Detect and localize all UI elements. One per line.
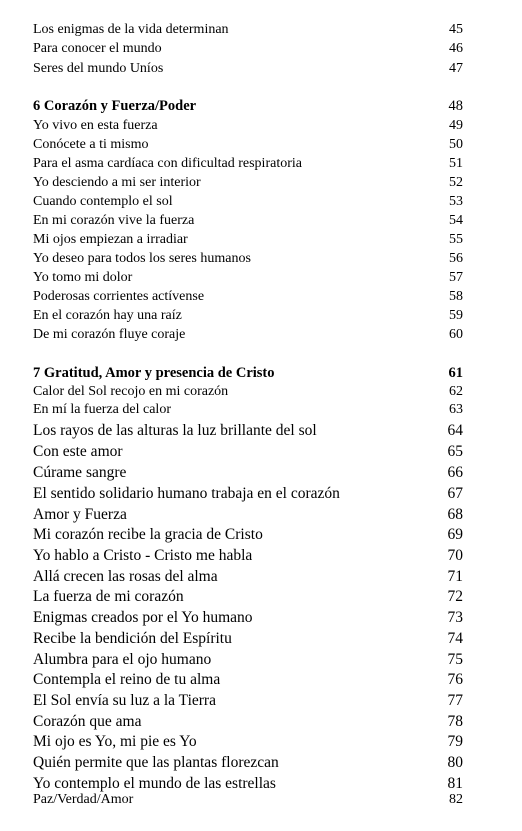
toc-entry xyxy=(33,465,463,481)
toc-entry-title: Yo contemplo el mundo de las estrellas xyxy=(33,775,276,792)
toc-entry-page: 57 xyxy=(449,270,463,285)
toc-entry-title: Enigmas creados por el Yo humano xyxy=(33,609,253,626)
toc-entry-page: 50 xyxy=(449,137,463,152)
toc-entry-title: Los rayos de las alturas la luz brillante del sol xyxy=(33,422,317,439)
toc-entry-title: Mi ojos empiezan a irradiar xyxy=(33,232,188,247)
toc-entry xyxy=(33,652,463,668)
toc-entry-title: Yo desciendo a mi ser interior xyxy=(33,175,201,190)
chapter-heading-page: 61 xyxy=(448,365,463,381)
toc-entry xyxy=(33,252,463,266)
toc-entry xyxy=(33,403,463,417)
toc-entry xyxy=(33,290,463,304)
toc-entry-title: Con este amor xyxy=(33,443,123,460)
toc-entry xyxy=(33,214,463,228)
toc-entry-title: Cuando contemplo el sol xyxy=(33,194,173,209)
toc-entry-title: Para conocer el mundo xyxy=(33,41,162,56)
toc-entry-page: 54 xyxy=(449,213,463,228)
toc-entry-page: 78 xyxy=(447,713,463,730)
toc-entry-title: Yo hablo a Cristo - Cristo me habla xyxy=(33,547,253,564)
toc-entry xyxy=(33,62,463,76)
toc-entry-title: De mi corazón fluye coraje xyxy=(33,327,186,342)
toc-entry xyxy=(33,507,463,523)
toc-entry-title: Contempla el reino de tu alma xyxy=(33,671,221,688)
toc-entry xyxy=(33,385,463,399)
toc-entry-title: Corazón que ama xyxy=(33,713,142,730)
toc-entry-title: Seres del mundo Uníos xyxy=(33,61,164,76)
chapter-heading xyxy=(33,99,463,114)
toc-entry-page: 45 xyxy=(449,22,463,37)
toc-entry xyxy=(33,693,463,709)
toc-entry xyxy=(33,328,463,342)
toc-entry-page: 58 xyxy=(449,289,463,304)
toc-entry xyxy=(33,631,463,647)
toc-entry-page: 51 xyxy=(449,156,463,171)
chapter-heading-title: 7 Gratitud, Amor y presencia de Cristo xyxy=(33,365,275,381)
toc-entry-title: Poderosas corrientes actívense xyxy=(33,289,205,304)
toc-entry xyxy=(33,176,463,190)
toc-entry-page: 70 xyxy=(447,547,463,564)
toc-entry xyxy=(33,527,463,543)
toc-entry-page: 62 xyxy=(449,384,463,399)
toc-entry-title: La fuerza de mi corazón xyxy=(33,588,184,605)
toc-entry-page: 77 xyxy=(447,692,463,709)
toc-entry-page: 55 xyxy=(449,232,463,247)
toc-entry-title: Alumbra para el ojo humano xyxy=(33,651,212,668)
toc-entry-title: Yo vivo en esta fuerza xyxy=(33,118,158,133)
toc-entry xyxy=(33,548,463,564)
toc-entry xyxy=(33,793,463,807)
toc-entry xyxy=(33,309,463,323)
toc-entry-title: El sentido solidario humano trabaja en el corazón xyxy=(33,485,340,502)
toc-entry-title: Conócete a ti mismo xyxy=(33,137,149,152)
toc-entry xyxy=(33,776,463,792)
toc-entry-title: Cúrame sangre xyxy=(33,464,127,481)
toc-entry-title: Yo tomo mi dolor xyxy=(33,270,133,285)
toc-entry-page: 49 xyxy=(449,118,463,133)
toc-entry-page: 66 xyxy=(447,464,463,481)
toc-entry xyxy=(33,672,463,688)
toc-entry xyxy=(33,157,463,171)
toc-entry xyxy=(33,42,463,56)
toc-entry xyxy=(33,589,463,605)
toc-entry-title: Allá crecen las rosas del alma xyxy=(33,568,218,585)
toc-entry-page: 72 xyxy=(447,588,463,605)
toc-entry-page: 81 xyxy=(447,775,463,792)
toc-entry-page: 75 xyxy=(447,651,463,668)
toc-entry-title: Calor del Sol recojo en mi corazón xyxy=(33,384,229,399)
toc-entry-page: 68 xyxy=(447,506,463,523)
toc-entry-title: El Sol envía su luz a la Tierra xyxy=(33,692,216,709)
toc-entry-page: 67 xyxy=(447,485,463,502)
toc-entry xyxy=(33,569,463,585)
toc-entry-title: Recibe la bendición del Espíritu xyxy=(33,630,232,647)
toc-entry xyxy=(33,610,463,626)
toc-entry-page: 65 xyxy=(447,443,463,460)
toc-entry xyxy=(33,233,463,247)
toc-entry-page: 82 xyxy=(449,792,463,807)
toc-entry-page: 79 xyxy=(447,733,463,750)
toc-entry-title: Quién permite que las plantas florezcan xyxy=(33,754,279,771)
toc-entry-title: Mi ojo es Yo, mi pie es Yo xyxy=(33,733,197,750)
toc-entry xyxy=(33,119,463,133)
toc-entry-page: 64 xyxy=(447,422,463,439)
toc-entry xyxy=(33,755,463,771)
toc-entry-page: 46 xyxy=(449,41,463,56)
toc-entry xyxy=(33,714,463,730)
toc-entry-page: 60 xyxy=(449,327,463,342)
toc-entry-title: Los enigmas de la vida determinan xyxy=(33,22,229,37)
toc-entry xyxy=(33,423,463,439)
toc-entry-title: En el corazón hay una raíz xyxy=(33,308,182,323)
toc-entry-page: 56 xyxy=(449,251,463,266)
toc-entry xyxy=(33,486,463,502)
toc-entry-page: 69 xyxy=(447,526,463,543)
toc-entry-page: 63 xyxy=(449,402,463,417)
toc-entry-title: Paz/Verdad/Amor xyxy=(33,792,134,807)
toc-entry-page: 52 xyxy=(449,175,463,190)
toc-entry xyxy=(33,734,463,750)
toc-entry-title: En mí la fuerza del calor xyxy=(33,402,171,417)
toc-entry xyxy=(33,138,463,152)
toc-entry-page: 76 xyxy=(447,671,463,688)
toc-entry-title: Mi corazón recibe la gracia de Cristo xyxy=(33,526,263,543)
toc-entry-page: 53 xyxy=(449,194,463,209)
toc-entry xyxy=(33,23,463,37)
chapter-heading xyxy=(33,366,463,381)
toc-entry-page: 47 xyxy=(449,61,463,76)
toc-entry-page: 59 xyxy=(449,308,463,323)
toc-entry-title: En mi corazón vive la fuerza xyxy=(33,213,195,228)
toc-entry xyxy=(33,271,463,285)
toc-entry-page: 71 xyxy=(447,568,463,585)
toc-entry-page: 74 xyxy=(447,630,463,647)
toc-entry xyxy=(33,444,463,460)
toc-entry-title: Para el asma cardíaca con dificultad respiratoria xyxy=(33,156,302,171)
toc-entry-title: Amor y Fuerza xyxy=(33,506,127,523)
chapter-heading-page: 48 xyxy=(448,98,463,114)
chapter-heading-title: 6 Corazón y Fuerza/Poder xyxy=(33,98,197,114)
toc-entry-title: Yo deseo para todos los seres humanos xyxy=(33,251,251,266)
toc-entry-page: 80 xyxy=(447,754,463,771)
toc-entry-page: 73 xyxy=(447,609,463,626)
toc-entry xyxy=(33,195,463,209)
